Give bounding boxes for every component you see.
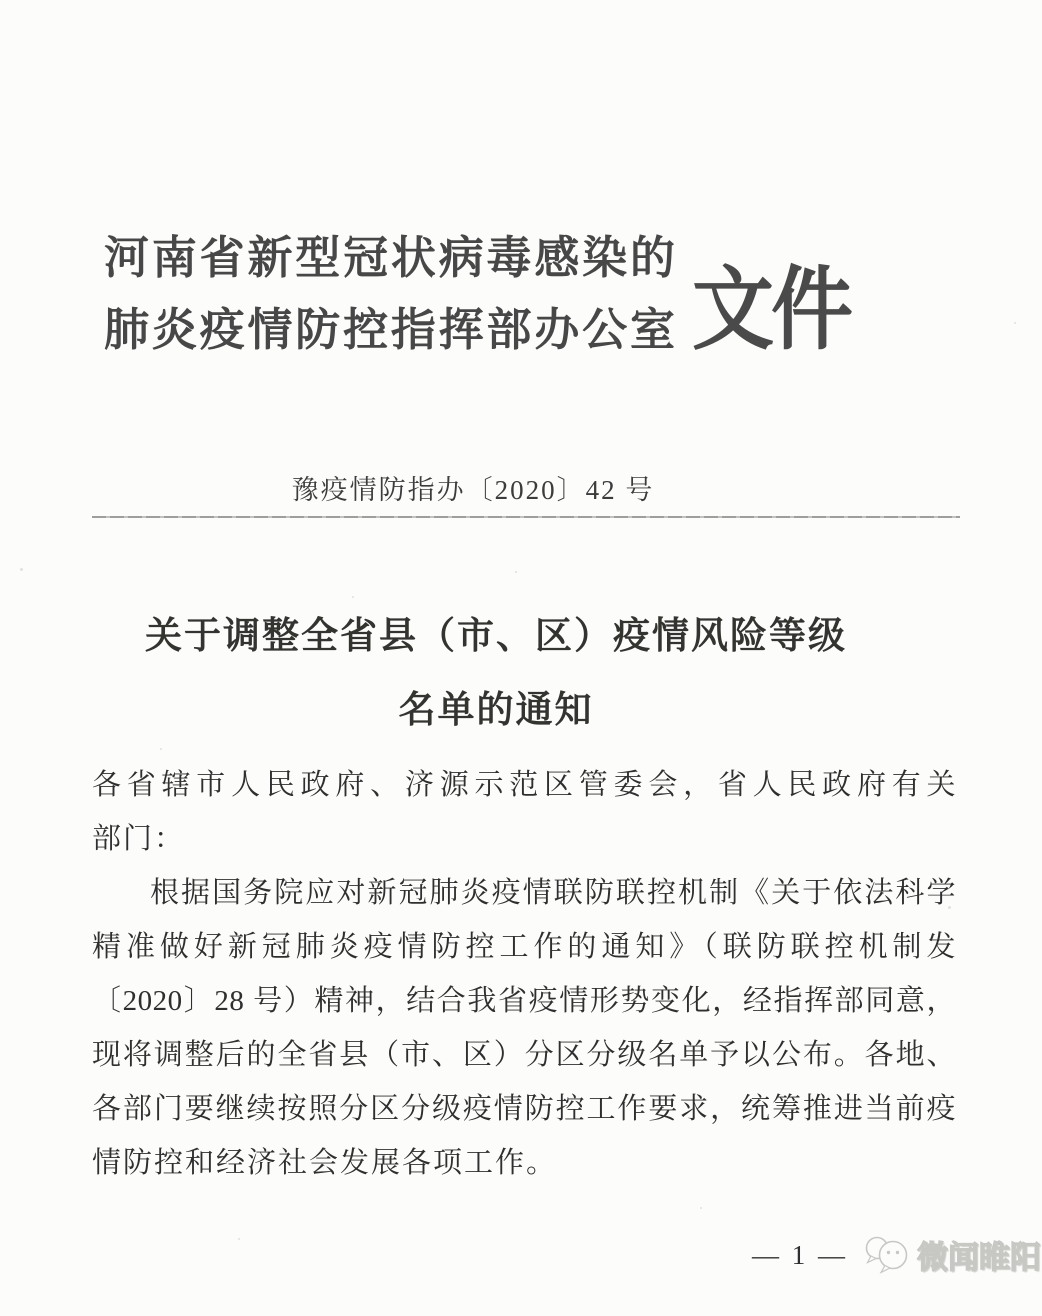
issuing-org xyxy=(104,222,676,366)
watermark xyxy=(864,1232,1041,1277)
scan-speck xyxy=(860,1100,862,1102)
body-line: 各省辖市人民政府、济源示范区管委会，省人民政府有关 xyxy=(92,769,956,801)
title-line-1: 关于调整全省县（市、区）疫情风险等级 xyxy=(145,616,847,657)
scan-speck xyxy=(948,906,951,909)
scan-speck xyxy=(1014,322,1016,324)
document-title xyxy=(0,600,1017,748)
scan-speck xyxy=(238,1238,240,1240)
org-line-2: 肺炎疫情防控指挥部办公室 xyxy=(104,305,676,355)
wechat-chat-bubbles-icon xyxy=(864,1234,912,1276)
org-line-1: 河南省新型冠状病毒感染的 xyxy=(104,233,676,283)
document-word: 文件 xyxy=(692,259,851,360)
body-line: 各部门要继续按照分区分级疫情防控工作要求，统筹推进当前疫 xyxy=(92,1093,956,1125)
document-number: 豫疫情防指办〔2020〕42 号 xyxy=(291,475,655,505)
scan-speck xyxy=(20,568,23,571)
watermark-text: 微闻睢阳 xyxy=(917,1240,1041,1275)
body-line: 根据国务院应对新冠肺炎疫情联防联控机制《关于依法科学 xyxy=(150,877,956,909)
title-line-2: 名单的通知 xyxy=(398,690,594,731)
divider-line xyxy=(92,516,960,518)
page-number: — 1 — xyxy=(752,1240,848,1270)
body-line: 〔2020〕28 号）精神，结合我省疫情形势变化，经指挥部同意， xyxy=(92,985,956,1017)
scan-speck xyxy=(998,1243,1000,1245)
body-line: 现将调整后的全省县（市、区）分区分级名单予以公布。各地、 xyxy=(92,1039,956,1071)
body-text xyxy=(92,758,956,1190)
body-line: 精准做好新冠肺炎疫情防控工作的通知》（联防联控机制发 xyxy=(92,931,956,963)
letterhead xyxy=(104,222,850,366)
scan-speck xyxy=(160,748,162,750)
scan-speck xyxy=(352,596,354,598)
body-line: 部门： xyxy=(92,823,186,855)
scan-speck xyxy=(515,571,517,573)
body-line: 情防控和经济社会发展各项工作。 xyxy=(92,1147,558,1179)
scan-speck xyxy=(700,1207,702,1209)
